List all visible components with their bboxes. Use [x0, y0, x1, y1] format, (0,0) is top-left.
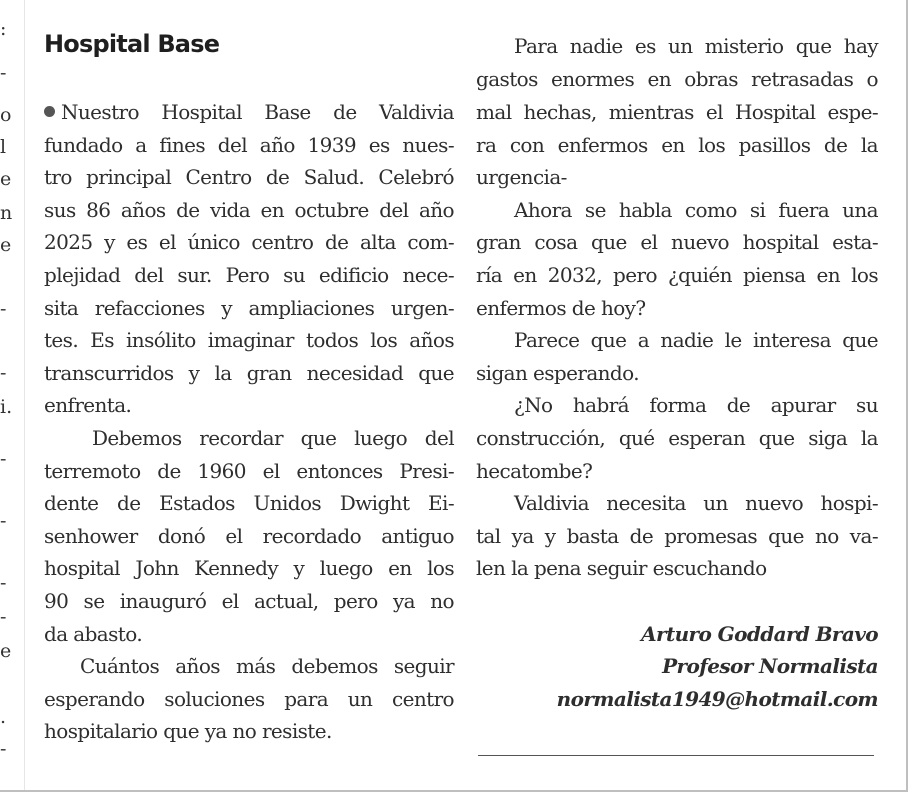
- paragraph-line: tal ya y basta de promesas que no va-: [476, 524, 878, 548]
- paragraph-line: senhower donó el recordado antiguo: [44, 524, 454, 548]
- paragraph-line: ría en 2032, pero ¿quién piensa en los: [476, 263, 878, 287]
- signature-role: Profesor Normalista: [662, 654, 878, 678]
- paragraph-line: Cuántos años más debemos seguir: [80, 654, 454, 678]
- paragraph-line: 90 se inauguró el actual, pero ya no: [44, 589, 454, 613]
- paragraph-line: terremoto de 1960 el entonces Presi-: [44, 459, 454, 483]
- paragraph-line: [44, 96, 454, 129]
- gutter-glyph: n: [0, 202, 13, 224]
- gutter-glyph: -: [0, 298, 7, 320]
- paragraph-line: plejidad del sur. Pero su edificio nece-: [44, 263, 454, 287]
- gutter-glyph: -: [0, 606, 7, 628]
- signature-name: Arturo Goddard Bravo: [641, 622, 878, 646]
- paragraph-line: urgencia-: [476, 165, 567, 189]
- gutter-glyph: e: [0, 234, 12, 256]
- gutter-glyph: -: [0, 62, 7, 84]
- paragraph-line: hecatombe?: [476, 459, 593, 483]
- paragraph-line: tro principal Centro de Salud. Celebró: [44, 165, 454, 189]
- paragraph-line: mal hechas, mientras el Hospital espe-: [476, 100, 878, 124]
- paragraph-line: ¿No habrá forma de apurar su: [514, 393, 878, 417]
- paragraph-line: hospital John Kennedy y luego en los: [44, 556, 454, 580]
- gutter-glyph: -: [0, 448, 7, 470]
- paragraph-line: construcción, qué esperan que siga la: [476, 426, 878, 450]
- gutter-glyph: -: [0, 510, 7, 532]
- paragraph-line: tes. Es insólito imaginar todos los años: [44, 328, 454, 352]
- signature-email: normalista1949@hotmail.com: [556, 687, 878, 711]
- paragraph-line: gran cosa que el nuevo hospital esta-: [476, 230, 878, 254]
- paragraph-line: Parece que a nadie le interesa que: [514, 328, 878, 352]
- gutter-glyph: i.: [0, 396, 13, 418]
- paragraph-line: enfermos de hoy?: [476, 296, 646, 320]
- paragraph-line: sus 86 años de vida en octubre del año: [44, 198, 454, 222]
- paragraph-line: len la pena seguir escuchando: [476, 556, 767, 580]
- paragraph-line: Para nadie es un misterio que hay: [514, 34, 878, 58]
- paragraph-line: Debemos recordar que luego del: [92, 426, 454, 450]
- paragraph-line: esperando soluciones para un centro: [44, 687, 454, 711]
- gutter-glyph: e: [0, 640, 12, 662]
- paragraph-line: da abasto.: [44, 622, 143, 646]
- paragraph-line: Valdivia necesita un nuevo hospi-: [514, 491, 878, 515]
- gutter-glyph: -: [0, 362, 7, 384]
- gutter-glyph: o: [0, 104, 12, 126]
- paragraph-line: gastos enormes en obras retrasadas o: [476, 67, 878, 91]
- paragraph-line: fundado a fines del año 1939 es nues-: [44, 133, 454, 157]
- paragraph-line: ra con enfermos en los pasillos de la: [476, 133, 878, 157]
- adjacent-column-fragment: [0, 0, 14, 792]
- gutter-glyph: l: [0, 136, 7, 158]
- paragraph-line: sigan esperando.: [476, 361, 639, 385]
- article-end-rule: [478, 755, 874, 756]
- line-text: Nuestro Hospital Base de Valdivia: [61, 100, 454, 124]
- paragraph-line: Ahora se habla como si fuera una: [514, 198, 878, 222]
- gutter-glyph: -: [0, 738, 7, 760]
- column-divider-left: [24, 0, 25, 792]
- paragraph-line: transcurridos y la gran necesidad que: [44, 361, 454, 385]
- paragraph-line: dente de Estados Unidos Dwight Ei-: [44, 491, 454, 515]
- gutter-glyph: -: [0, 572, 7, 594]
- paragraph-line: hospitalario que ya no resiste.: [44, 719, 332, 743]
- paragraph-line: sita refacciones y ampliaciones urgen-: [44, 296, 454, 320]
- gutter-glyph: :: [0, 18, 7, 40]
- paragraph-line: enfrenta.: [44, 393, 132, 417]
- gutter-glyph: e: [0, 168, 12, 190]
- bullet-icon: [44, 106, 55, 117]
- gutter-glyph: .: [0, 706, 7, 728]
- paragraph-line: 2025 y es el único centro de alta com-: [44, 230, 454, 254]
- article-title: Hospital Base: [44, 30, 220, 58]
